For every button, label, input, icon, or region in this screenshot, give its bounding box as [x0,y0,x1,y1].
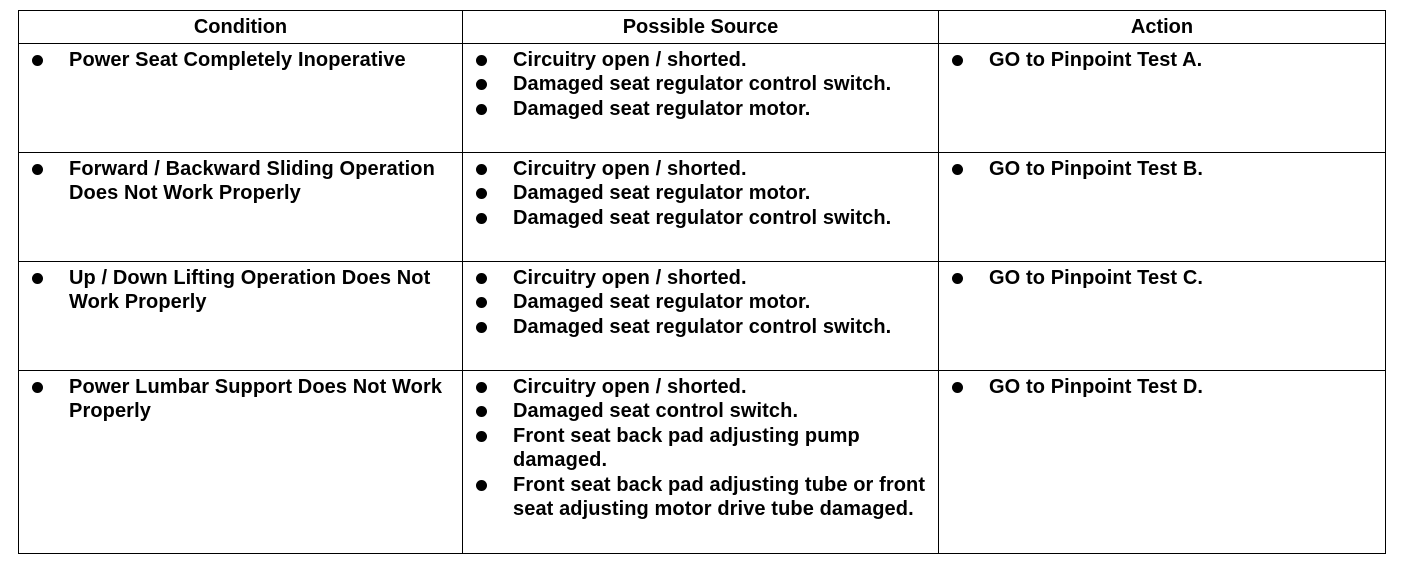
bullet-icon [476,213,487,224]
bullet-icon [476,104,487,115]
bullet-icon [476,188,487,199]
table-row [19,153,1386,262]
condition-item [19,48,462,72]
condition-cell [19,371,463,554]
source-cell [463,262,939,371]
source-cell [463,153,939,262]
source-text: Damaged seat regulator motor. [513,182,811,205]
bullet-icon [32,273,43,284]
action-text: GO to Pinpoint Test B. [989,158,1204,180]
action-cell [939,44,1386,153]
action-text: GO to Pinpoint Test D. [989,376,1204,398]
action-text: GO to Pinpoint Test A. [989,49,1203,71]
bullet-icon [476,322,487,333]
header-action: Action [939,11,1386,44]
source-text: Circuitry open / shorted. [513,267,747,289]
condition-text: Forward / Backward Sliding Operation Does Not Work Properly [69,158,435,205]
bullet-icon [952,55,963,66]
condition-text: Power Seat Completely Inoperative [69,49,406,71]
source-item [463,72,938,96]
condition-item [19,266,462,315]
source-item [463,157,938,181]
source-text: Damaged seat regulator control switch. [513,315,892,338]
bullet-icon [476,273,487,284]
condition-cell [19,262,463,371]
condition-text: Power Lumbar Support Does Not Work Properly [69,376,443,423]
source-text: Front seat back pad adjusting pump damaged. [513,424,860,472]
header-condition: Condition [19,11,463,44]
table-row [19,262,1386,371]
source-text: Damaged seat regulator motor. [513,97,811,120]
diagnosis-table [18,10,1386,554]
source-cell [463,371,939,554]
header-row [19,11,1386,44]
source-item [463,473,938,522]
bullet-icon [476,164,487,175]
action-cell [939,153,1386,262]
source-text: Damaged seat regulator control switch. [513,206,892,229]
source-text: Circuitry open / shorted. [513,158,747,180]
condition-item [19,157,462,206]
bullet-icon [476,55,487,66]
action-item [939,48,1385,72]
source-text: Damaged seat regulator control switch. [513,73,892,96]
condition-cell [19,153,463,262]
condition-text: Up / Down Lifting Operation Does Not Work Properly [69,267,431,314]
source-item [463,290,938,314]
header-possible-source: Possible Source [463,11,939,44]
action-item [939,375,1385,399]
bullet-icon [32,382,43,393]
action-text: GO to Pinpoint Test C. [989,267,1204,289]
source-item [463,206,938,230]
action-item [939,266,1385,290]
bullet-icon [476,297,487,308]
table-row [19,371,1386,554]
source-item [463,375,938,399]
source-text: Circuitry open / shorted. [513,376,747,398]
bullet-icon [952,164,963,175]
source-item [463,181,938,205]
action-cell [939,262,1386,371]
source-item [463,48,938,72]
source-text: Circuitry open / shorted. [513,49,747,71]
bullet-icon [952,273,963,284]
condition-item [19,375,462,424]
action-item [939,157,1385,181]
bullet-icon [476,79,487,90]
condition-cell [19,44,463,153]
source-cell [463,44,939,153]
source-text: Front seat back pad adjusting tube or front seat adjusting motor drive tube damaged. [513,473,926,521]
action-cell [939,371,1386,554]
source-text: Damaged seat control switch. [513,400,799,423]
bullet-icon [476,382,487,393]
source-text: Damaged seat regulator motor. [513,291,811,314]
source-item [463,97,938,121]
source-item [463,315,938,339]
bullet-icon [952,382,963,393]
bullet-icon [476,480,487,491]
bullet-icon [476,431,487,442]
table-row [19,44,1386,153]
bullet-icon [32,55,43,66]
bullet-icon [476,406,487,417]
source-item [463,399,938,423]
source-item [463,266,938,290]
bullet-icon [32,164,43,175]
source-item [463,424,938,473]
